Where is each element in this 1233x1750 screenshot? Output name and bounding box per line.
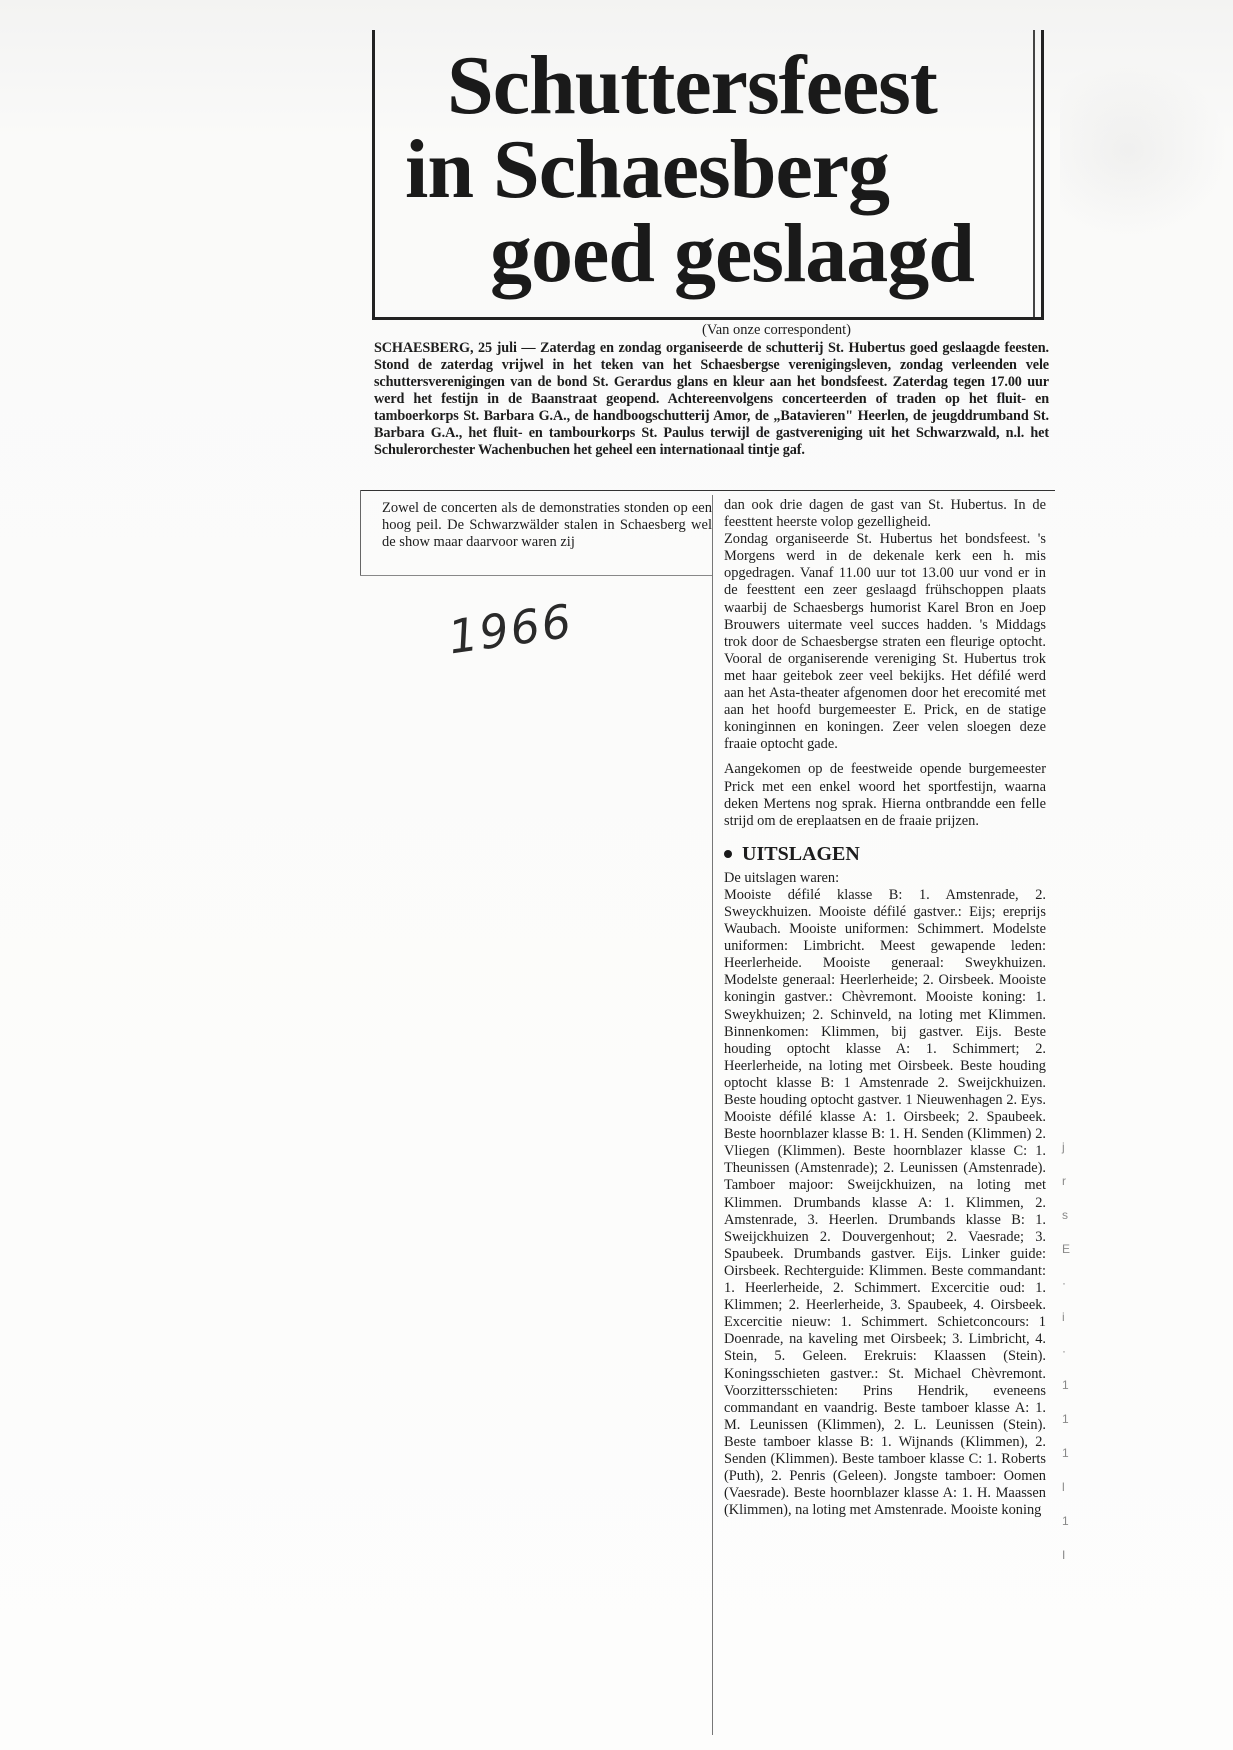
- edge-artifacts: j r s E · i · 1 1 1 l 1 I: [1062, 1140, 1071, 1562]
- headline-line-2: in Schaesberg: [405, 123, 890, 216]
- headline-line-1: Schuttersfeest: [447, 39, 937, 132]
- section-heading-label: UITSLAGEN: [742, 842, 860, 865]
- article-lead: [374, 322, 1049, 459]
- paragraph-sportfestijn: Aangekomen op de feestweide opende burgemeester Prick met een enkel woord het sportfestijn, waarna deken Mertens nog sprak. Hierna ontbrandde een felle strijd om de ereplaatsen en de fraaie prijzen.: [724, 761, 1046, 829]
- bullet-icon: [724, 850, 732, 858]
- left-column-bottom-rule: [360, 575, 712, 576]
- lead-paragraph: SCHAESBERG, 25 juli — Zaterdag en zondag organiseerde de schutterij St. Hubertus goed geslaagde feesten. Stond de zaterdag vrijwel in het teken van het Schaesbergse verenigingsleven, zondag verleenden vele schuttersverenigingen van de bond St. Gerardus glans en kleur aan het bondsfeest. Zaterdag tegen 17.00 uur werd het festijn in de Baanstraat geopend. Achtereenvolgens concerteerden of traden op het fluit- en tamboerkorps St. Barbara G.A., de handboogschutterij Amor, de „Batavieren" Heerlen, de jeugddrumband St. Barbara G.A., het fluit- en tambourkorps St. Paulus terwijl de gastvereniging uit het Schwarzwald, n.l. het Schulerorchester Wachenbuchen het geheel een internationaal tintje gaf.: [374, 340, 1049, 458]
- handwritten-year: 1966: [444, 593, 577, 665]
- headline-line-3: goed geslaagd: [490, 207, 975, 300]
- bleed-through-shadow: [1060, 60, 1230, 240]
- section-heading: [724, 842, 1046, 866]
- results-intro: De uitslagen waren:: [724, 869, 840, 886]
- article-headline: [375, 39, 1041, 300]
- column-divider: [712, 495, 713, 1735]
- right-column: [724, 497, 1046, 1519]
- lead-divider: [360, 490, 1055, 491]
- paragraph-bondsfeest: Zondag organiseerde St. Hubertus het bondsfeest. 's Morgens werd in de dekenale kerk een h. mis opgedragen. Vanaf 11.00 uur tot 13.00 uur vond er in de feesttent een zeer geslaagd frühschoppen plaats waarbij de Schaesbergs humorist Karel Bron en Joep Brouwers uitermate veel succes hadden. 's Middags trok door de Schaesbergse straten een fleurige optocht. Vooral de organiserende vereniging St. Hubertus trok met haar geitebok zeer veel bekijks. Het défilé werd aan het Asta-theater afgenomen door het erecomité met aan het hoofd burgemeester E. Prick, en de statige koninginnen en koningen. Zeer velen sloegen deze fraaie optocht gade.: [724, 531, 1046, 753]
- paragraph-continuation: dan ook drie dagen de gast van St. Hubertus. In de feesttent heerste volop gezelligheid.: [724, 497, 1046, 531]
- byline: (Van onze correspondent): [702, 322, 851, 338]
- left-column-text: Zowel de concerten als de demonstraties stonden op een hoog peil. De Schwarzwälder stalen in Schaesberg wel de show maar daarvoor waren zij: [382, 500, 712, 550]
- headline-frame: [372, 30, 1044, 320]
- left-column-border: [360, 490, 361, 575]
- results-list: Mooiste défilé klasse B: 1. Amstenrade, 2. Sweyckhuizen. Mooiste défilé gastver.: Eijs; ereprijs Waubach. Mooiste uniformen: Schimmert. Modelste uniformen: Limbricht. Meest gewapende leden: Heerlerheide. Mooiste generaal: Sweykhuizen. Modelste generaal: Heerlerheide; 2. Oirsbeek. Mooiste koningin gastver.: Chèvremont. Mooiste koning: 1. Sweykhuizen; 2. Schinveld, na loting met Klimmen. Binnenkomen: Klimmen, bij gastver. Eijs. Beste houding optocht klasse A: 1. Schimmert; 2. Heerlerheide, na loting met Oirsbeek. Beste houding optocht klasse B: 1 Amstenrade 2. Sweijckhuizen. Beste houding optocht gastver. 1 Nieuwenhagen 2. Eys. Mooiste défilé klasse A: 1. Oirsbeek; 2. Spaubeek. Beste hoornblazer klasse B: 1. H. Senden (Klimmen) 2. Vliegen (Klimmen). Beste hoornblazer klasse C: 1. Theunissen (Amstenrade); 2. Leunissen (Amstenrade). Tamboer majoor: Sweijckhuizen, na loting met Klimmen. Drumbands klasse A: 1. Klimmen, 2. Amstenrade, 3. Heerlen. Drumbands klasse B: 1. Sweijckhuizen 2. Douvergenhout; 2. Vaesrade; 3. Spaubeek. Drumbands gastver. Eijs. Linker guide: Oirsbeek. Rechterguide: Klimmen. Beste commandant: 1. Heerlerheide, 2. Schimmert. Excercitie oud: 1. Klimmen; 2. Heerlerheide, 3. Spaubeek, 4. Oirsbeek. Excercitie nieuw: 1. Schimmert. Schietconcours: 1 Doenrade, na kaveling met Oirsbeek; 3. Limbricht, 4. Stein, 5. Geleen. Erekruis: Klaassen (Stein). Koningsschieten gastver.: St. Michael Chèvremont. Voorzittersschieten: Prins Hendrik, eveneens commandant en vaandrig. Beste tamboer klasse A: 1. M. Leunissen (Klimmen), 2. L. Leunissen (Stein). Beste tamboer klasse B: 1. Wijnands (Klimmen), 2. Senden (Klimmen). Beste tamboer klasse C: 1. Roberts (Puth), 2. Penris (Geleen). Jongste tamboer: Oomen (Vaesrade). Beste hoornblazer klasse A: 1. H. Maassen (Klimmen), na loting met Amstenrade. Mooiste koning: [724, 886, 1046, 1519]
